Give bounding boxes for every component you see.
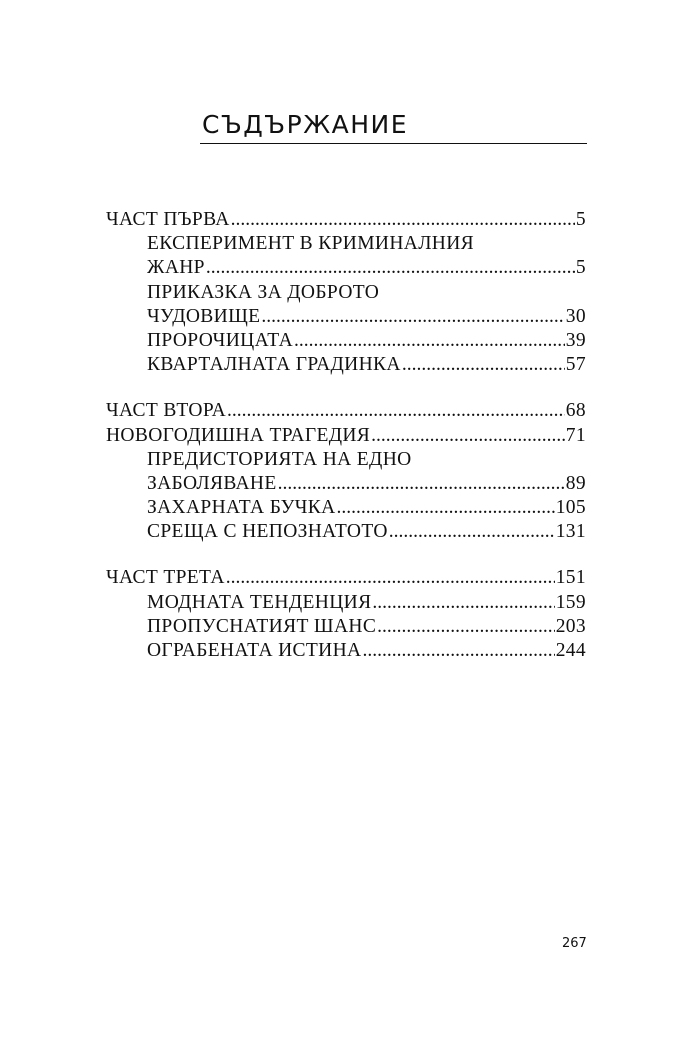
toc-entry-page: 159	[555, 591, 586, 613]
toc-entry-page: 203	[555, 615, 586, 637]
dot-leader	[402, 353, 565, 377]
toc-entry-story[interactable]	[106, 615, 586, 639]
toc-entry-page: 57	[565, 354, 586, 376]
toc-entry-page: 105	[555, 497, 586, 519]
toc-entry-label: КВАРТАЛНАТА ГРАДИНКА	[147, 354, 401, 376]
page-number: 267	[562, 936, 587, 951]
dot-leader	[226, 566, 555, 590]
toc-entry-page: 39	[565, 329, 586, 351]
toc-entry-label: ПРОПУСНАТИЯТ ШАНС	[147, 615, 377, 637]
toc-entry-label-line1: ЕКСПЕРИМЕНТ В КРИМИНАЛНИЯ	[147, 233, 475, 255]
dot-leader	[371, 424, 565, 448]
section-gap	[106, 377, 586, 399]
table-of-contents	[106, 208, 586, 663]
toc-entry-label: ЧАСТ ВТОРА	[106, 400, 226, 422]
toc-entry-page: 68	[565, 400, 586, 422]
dot-leader	[227, 399, 565, 423]
toc-entry-label: ЗАБОЛЯВАНЕ	[147, 472, 277, 494]
toc-entry-part-3[interactable]	[106, 566, 586, 590]
toc-entry-page: 30	[565, 305, 586, 327]
toc-entry-part-2[interactable]	[106, 399, 586, 423]
toc-entry-label: ЧАСТ ТРЕТА	[106, 567, 225, 589]
toc-entry-story[interactable]	[106, 305, 586, 329]
toc-entry-page: 89	[565, 472, 586, 494]
toc-entry-label-line1: ПРЕДИСТОРИЯТА НА ЕДНО	[147, 448, 412, 470]
toc-entry-story[interactable]	[106, 520, 586, 544]
dot-leader	[261, 305, 564, 329]
toc-entry-story[interactable]	[106, 256, 586, 280]
toc-entry-label: ЧАСТ ПЪРВА	[106, 209, 230, 230]
toc-entry-label: ЖАНР	[147, 257, 205, 279]
toc-entry-label-line1: ПРИКАЗКА ЗА ДОБРОТО	[147, 281, 380, 303]
toc-entry-page: 5	[575, 257, 586, 279]
page-title: СЪДЪРЖАНИЕ	[202, 110, 409, 139]
toc-entry-story[interactable]	[106, 591, 586, 615]
toc-entry-label: ЗАХАРНАТА БУЧКА	[147, 497, 336, 519]
toc-entry-story[interactable]	[106, 639, 586, 663]
toc-entry-story[interactable]	[106, 496, 586, 520]
toc-entry-label: СРЕЩА С НЕПОЗНАТОТО	[147, 521, 388, 543]
section-gap	[106, 544, 586, 566]
toc-entry-label: НОВОГОДИШНА ТРАГЕДИЯ	[106, 424, 371, 446]
dot-leader	[231, 208, 575, 232]
toc-entry-story[interactable]	[106, 353, 586, 377]
toc-entry-page: 131	[555, 521, 586, 543]
toc-entry-label: ЧУДОВИЩЕ	[147, 305, 261, 327]
toc-entry-story[interactable]	[106, 472, 586, 496]
toc-entry-label: МОДНАТА ТЕНДЕНЦИЯ	[147, 591, 372, 613]
dot-leader	[278, 472, 565, 496]
toc-entry-label: ПРОРОЧИЦАТА	[147, 329, 294, 351]
toc-entry-part-1[interactable]	[106, 208, 586, 232]
title-underline	[200, 143, 587, 144]
dot-leader	[294, 329, 565, 353]
dot-leader	[337, 496, 555, 520]
toc-entry-page: 71	[565, 424, 586, 446]
dot-leader	[389, 520, 555, 544]
dot-leader	[206, 256, 575, 280]
toc-entry-page: 5	[575, 209, 586, 230]
dot-leader	[377, 615, 555, 639]
toc-entry-page: 151	[555, 567, 586, 589]
toc-entry-page: 244	[555, 640, 586, 661]
toc-entry-story[interactable]	[106, 424, 586, 448]
toc-entry-story[interactable]	[106, 329, 586, 353]
dot-leader	[372, 591, 554, 615]
dot-leader	[362, 639, 554, 663]
toc-entry-label: ОГРАБЕНАТА ИСТИНА	[147, 640, 362, 661]
